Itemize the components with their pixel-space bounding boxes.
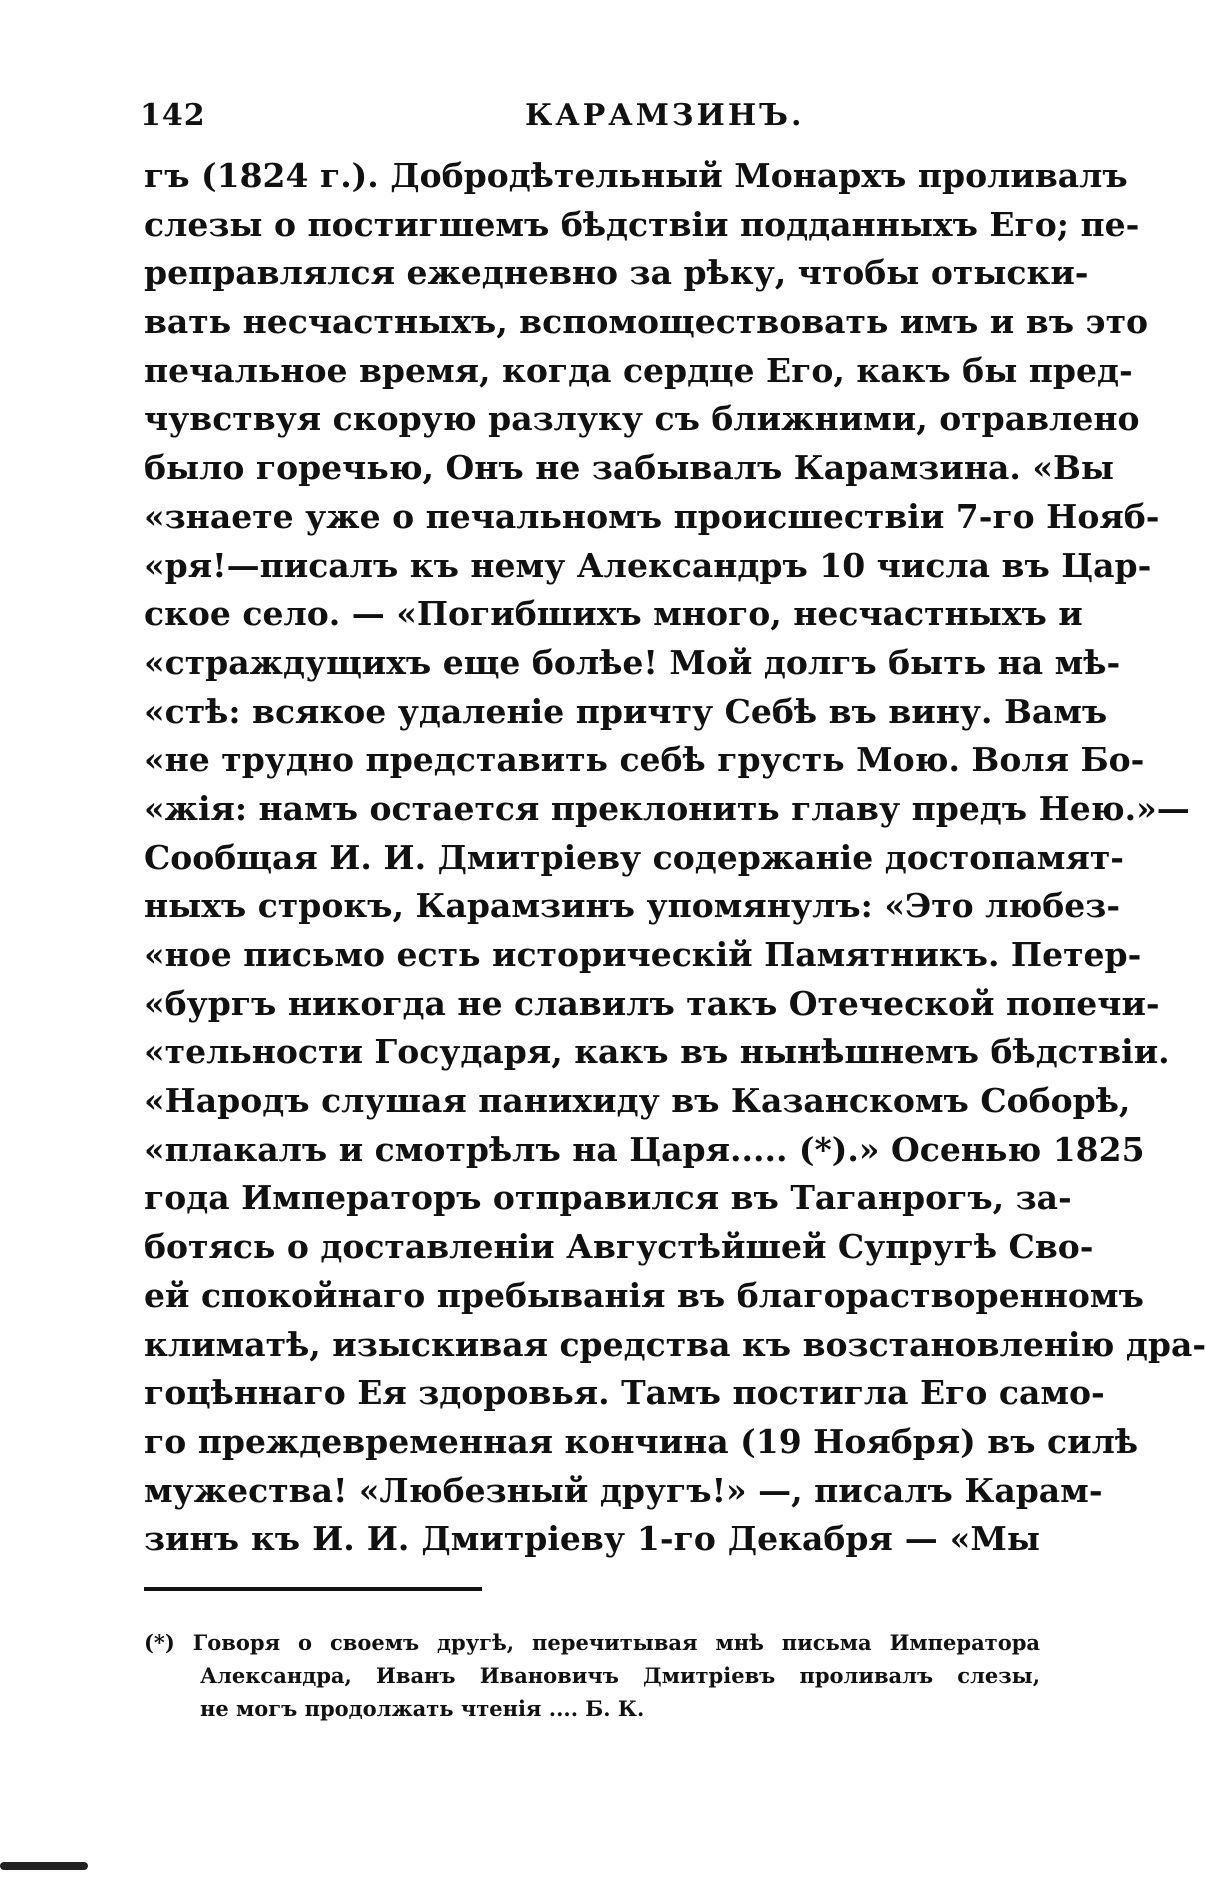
text-line: «стѣ: всякое удаленіе причту Себѣ въ вину. Вамъ [144,691,1108,731]
text-line: «бургъ никогда не славилъ такъ Отеческой попечи- [144,983,1160,1023]
footnote-line: (*) Говоря о своемъ другѣ, перечитывая мнѣ письма Императора [144,1630,1040,1655]
text-line: зинъ къ И. И. Дмитріеву 1-го Декабря — «Мы [144,1519,1040,1559]
text-line: года Императоръ отправился въ Таганрогъ, за- [144,1178,1072,1218]
footnote-line: Александра, Иванъ Ивановичъ Дмитріевъ проливалъ слезы, [200,1663,1040,1688]
text-line: вать несчастныхъ, вспомоществовать имъ и въ это [144,302,1149,342]
text-line: «ря!—писалъ къ нему Александръ 10 числа въ Цар- [144,545,1152,585]
text-line: ныхъ строкъ, Карамзинъ упомянулъ: «Это любез- [144,886,1121,926]
running-title: КАРАМЗИНЪ. [525,98,805,133]
text-line: ей спокойнаго пребыванія въ благорастворенномъ [144,1275,1144,1315]
scan-edge-mark [0,1862,88,1870]
text-line: «Народъ слушая панихиду въ Казанскомъ Соборѣ, [144,1081,1131,1121]
text-line: реправлялся ежедневно за рѣку, чтобы отыски- [144,253,1089,293]
text-line: ботясь о доставленіи Августѣйшей Супругѣ Сво- [144,1227,1094,1267]
text-line: «ное письмо есть историческій Памятникъ. Петер- [144,935,1142,974]
footnote-line: не могъ продолжать чтенія .... Б. К. [200,1696,645,1721]
text-line: слезы о постигшемъ бѣдствіи подданныхъ Его; пе- [144,204,1140,244]
text-line: «тельности Государя, какъ въ нынѣшнемъ бѣдствіи. [144,1032,1170,1072]
text-line: «не трудно представить себѣ грусть Мою. Воля Бо- [144,740,1145,780]
footnote-divider [144,1587,482,1591]
page-number: 142 [140,98,206,133]
text-line: чувствуя скорую разлуку съ ближними, отравлено [144,399,1140,439]
text-line: ское село. — «Погибшихъ много, несчастныхъ и [144,594,1083,634]
text-line: «страждущихъ еще болѣе! Мой долгъ быть на мѣ- [144,642,1121,682]
text-line: Сообщая И. И. Дмитріеву содержаніе достопамят- [144,837,1124,877]
text-line: «плакалъ и смотрѣлъ на Царя..... (*).» Осенью 1825 [144,1129,1145,1169]
text-line: гоцѣннаго Ея здоровья. Тамъ постигла Его само- [144,1373,1105,1413]
text-line: печальное время, когда сердце Его, какъ бы пред- [144,350,1133,390]
footnote [144,1626,1040,1725]
text-line: климатѣ, изыскивая средства къ возстановленію дра- [144,1324,1206,1364]
text-line: гъ (1824 г.). Добродѣтельный Монархъ проливалъ [144,156,1128,195]
text-line: «жія: намъ остается преклонить главу предъ Нею.»— [144,788,1190,828]
text-line: «знаете уже о печальномъ происшествіи 7-го Нояб- [144,496,1160,536]
text-line: го преждевременная кончина (19 Ноября) въ силѣ [144,1421,1139,1461]
text-line: мужества! «Любезный другъ!» —, писалъ Карам- [144,1470,1103,1510]
body-text [144,152,1206,1564]
page-header [140,98,1040,138]
text-line: было горечью, Онъ не забывалъ Карамзина. «Вы [144,448,1114,488]
